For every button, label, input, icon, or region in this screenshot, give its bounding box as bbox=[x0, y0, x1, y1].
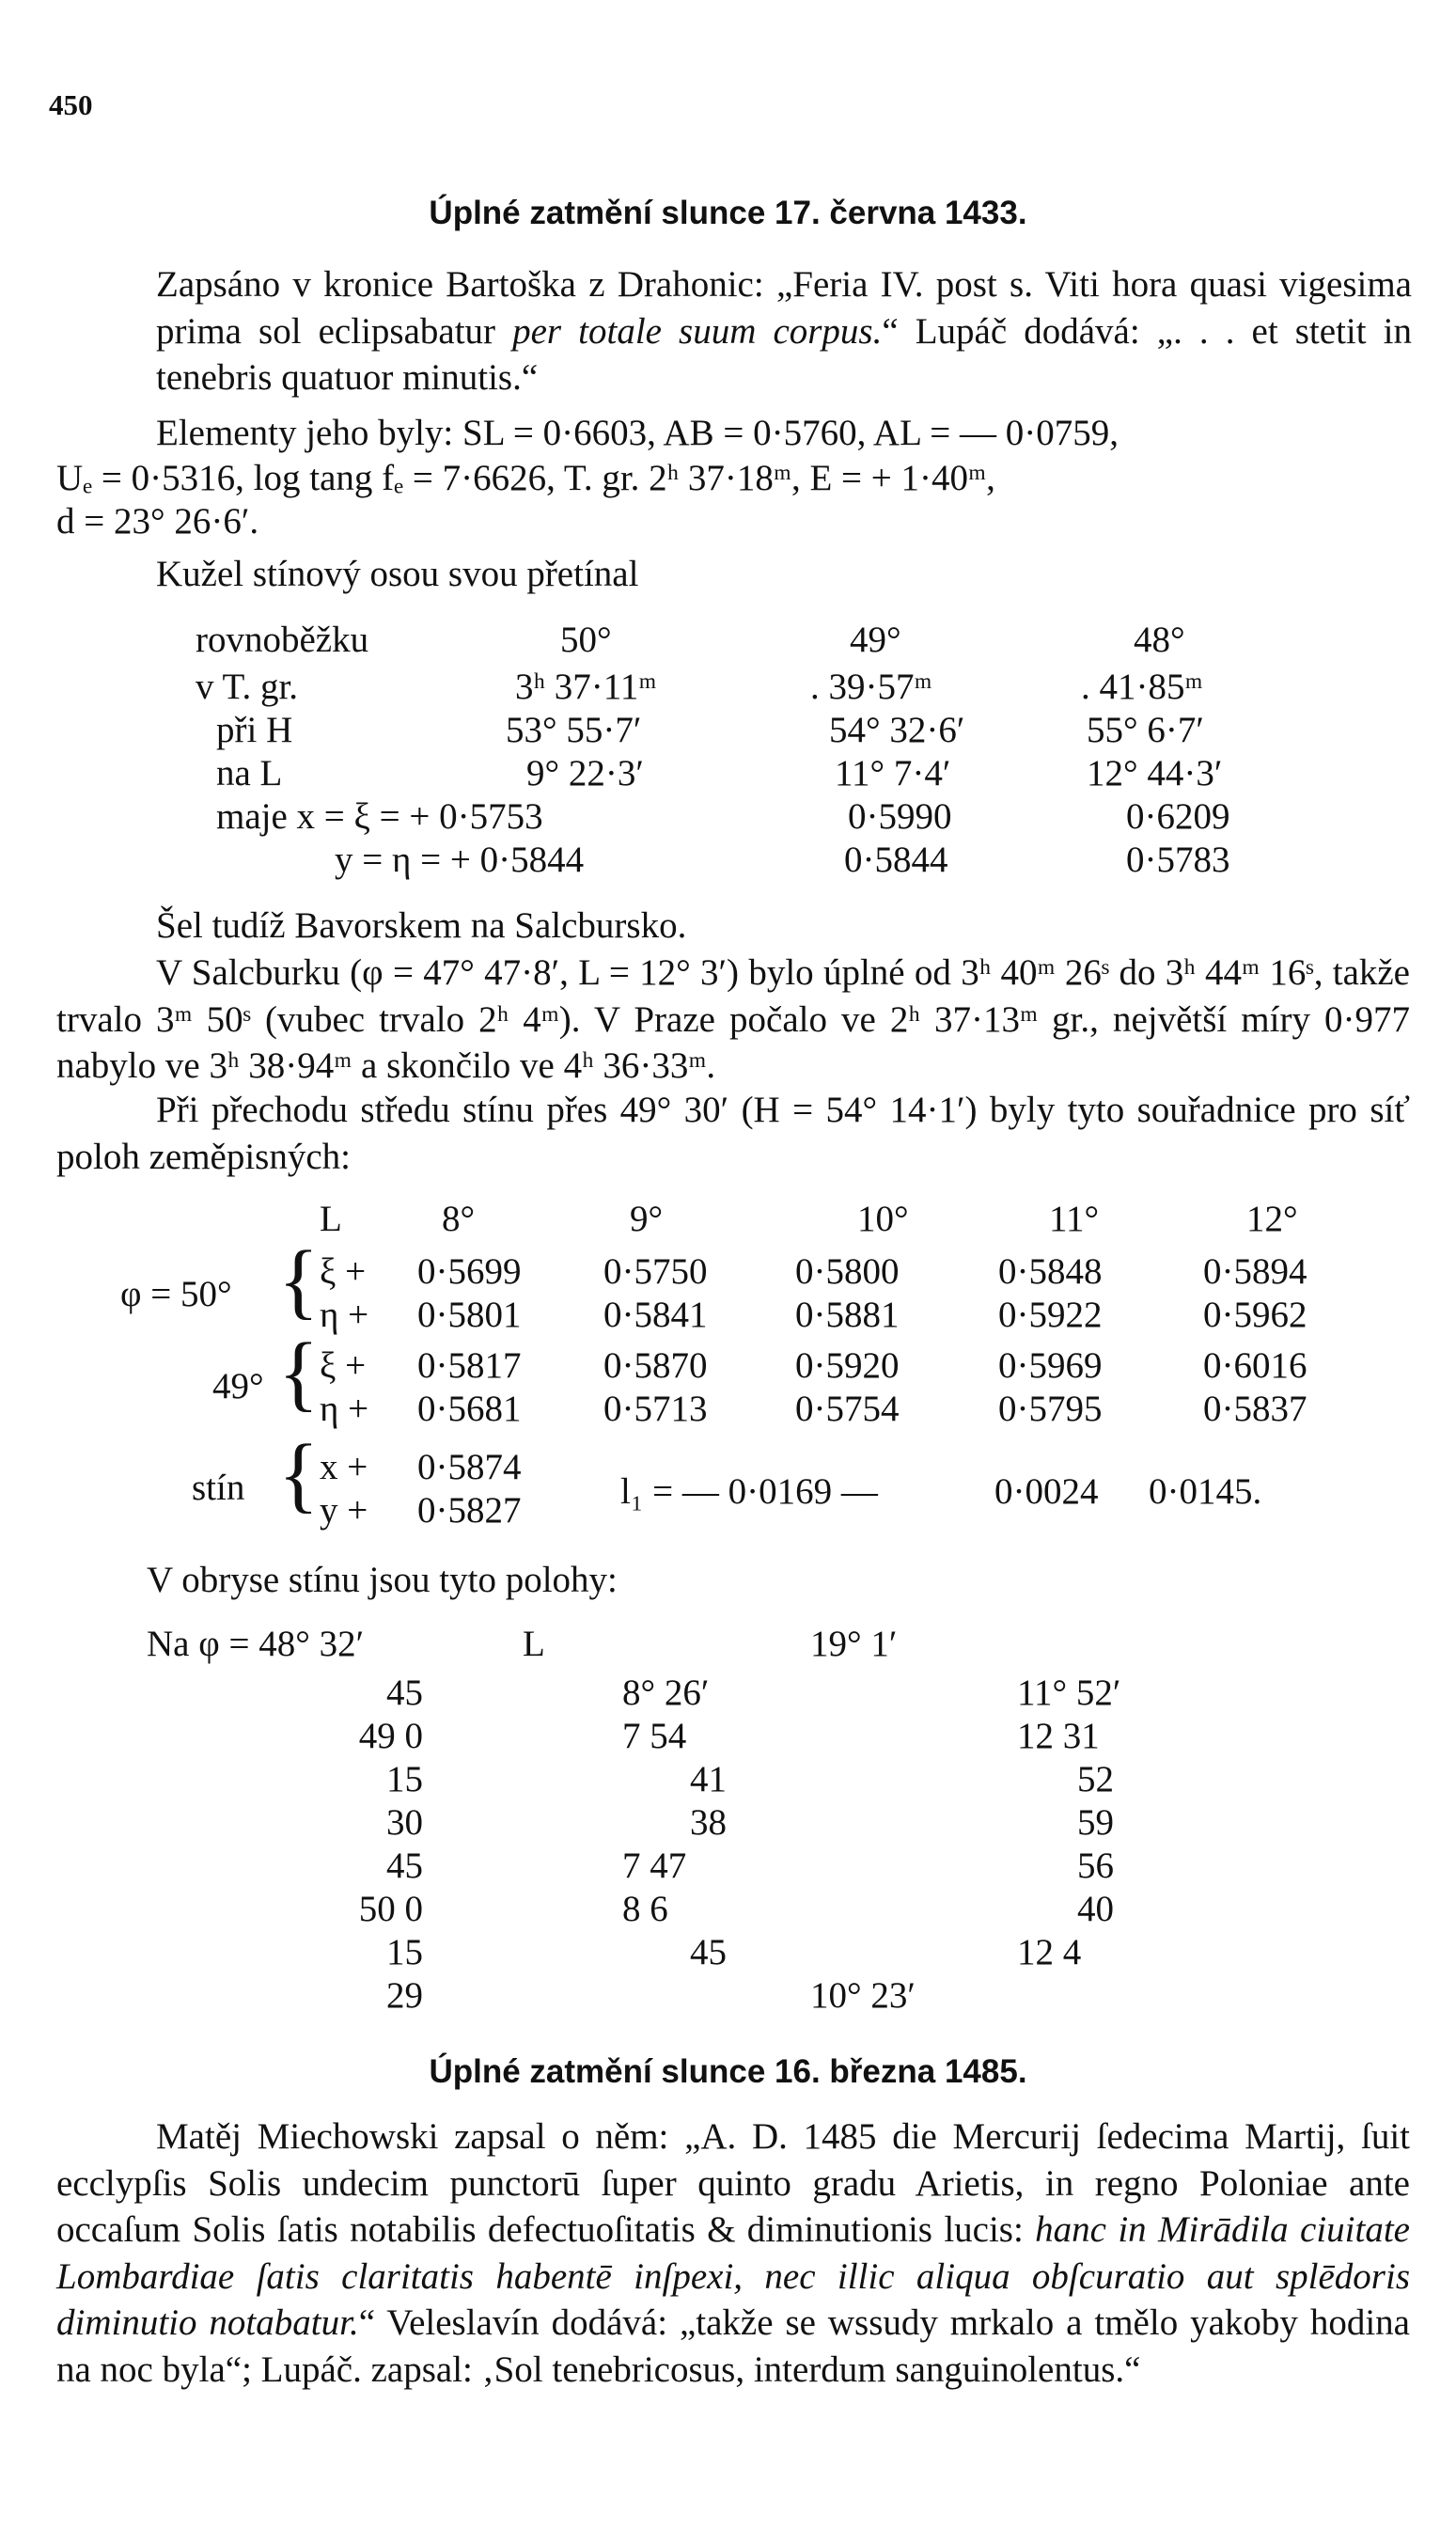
t1-header-2: 49° bbox=[850, 620, 901, 660]
elements-line-2: Uₑ = 0·5316, log tang fₑ = 7·6626, T. gr. 2ʰ 37·18ᵐ, E = + 1·40ᵐ, bbox=[56, 458, 995, 498]
t3-lon: 10° 23′ bbox=[810, 1975, 916, 2016]
t3-lat: 50 0 bbox=[358, 1889, 423, 1929]
t2-cell: 0·5801 bbox=[417, 1295, 522, 1335]
t2-sym: y + bbox=[320, 1490, 368, 1531]
paragraph-chronicle bbox=[156, 261, 1412, 401]
t1-cell: . 41·85ᵐ bbox=[1081, 667, 1203, 707]
t2-cell: 0·5754 bbox=[795, 1389, 900, 1429]
t2-sym: ξ + bbox=[320, 1251, 367, 1292]
t2-cell: 0·5874 bbox=[417, 1447, 522, 1487]
section-heading-1485: Úplné zatmění slunce 16. března 1485. bbox=[429, 2053, 1027, 2090]
t1-cell: 54° 32·6′ bbox=[829, 710, 965, 750]
t3-head-b: L bbox=[523, 1624, 545, 1664]
t3-lon: 56 bbox=[1077, 1846, 1114, 1886]
t3-lat: 29 bbox=[386, 1975, 423, 2016]
elements-line-3: d = 23° 26·6′. bbox=[56, 501, 259, 542]
t1-cell: 9° 22·3′ bbox=[526, 753, 644, 793]
salcburk-text: V Salcburku (φ = 47° 47·8′, L = 12° 3′) bylo úplné od 3ʰ 40ᵐ 26ˢ do 3ʰ 44ᵐ 16ˢ, takže trvalo 3ᵐ 50ˢ (vubec trvalo 2ʰ 4ᵐ). V Praze počalo ve 2ʰ 37·13ᵐ gr., největší míry 0·977 nabylo ve 3ʰ 38·94ᵐ a skončilo ve 4ʰ 36·33ᵐ. bbox=[56, 952, 1410, 1087]
t2-col: 8° bbox=[442, 1199, 476, 1239]
t1-cell: 0·5783 bbox=[1126, 840, 1230, 880]
t3-lat: 45 bbox=[386, 1673, 423, 1713]
t3-head-a: Na φ = 48° 32′ bbox=[147, 1624, 365, 1664]
t1-row-label: při H bbox=[216, 710, 293, 750]
text-span: “ Lupáč dodává: „. . . et stetit in tenebris quatuor minutis.“ bbox=[156, 310, 1412, 399]
t1-header-0: rovnoběžku bbox=[196, 620, 369, 660]
t2-cell: 0·5962 bbox=[1203, 1295, 1307, 1335]
kuzel-line: Kužel stínový osou svou přetínal bbox=[156, 554, 639, 594]
latin-italic-span: hanc in Mirādila ciuitate Lombardiae ſatis claritatis habentē inſpexi, nec illic aliqua obſcuratio aut splēdoris diminutio notabatur. bbox=[56, 2209, 1410, 2344]
t2-l1: l₁ = — 0·0169 — bbox=[620, 1471, 878, 1512]
t3-lat: 15 bbox=[386, 1759, 423, 1799]
t3-lon: 12 4 bbox=[1017, 1932, 1082, 1972]
t2-cell: 0·5870 bbox=[603, 1345, 708, 1386]
t2-cell: 0·5827 bbox=[417, 1490, 522, 1531]
t1-cell: 11° 7·4′ bbox=[835, 753, 951, 793]
t2-phi49: 49° bbox=[212, 1366, 264, 1406]
t2-col: 9° bbox=[630, 1199, 664, 1239]
page-number: 450 bbox=[49, 88, 93, 121]
p2-prechod bbox=[56, 1087, 1410, 1180]
t3-lon: 8° 26′ bbox=[622, 1673, 710, 1713]
t2-cell: 0·5920 bbox=[795, 1345, 900, 1386]
t3-lat: 15 bbox=[386, 1932, 423, 1972]
t2-cell: 0·5969 bbox=[998, 1345, 1103, 1386]
t3-lon: 40 bbox=[1077, 1889, 1114, 1929]
text-span: Zapsáno v kronice Bartoška z Drahonic: „Feria IV. post s. Viti hora quasi vigesima prima sol eclipsabatur bbox=[156, 264, 1412, 352]
brace-icon: { bbox=[278, 1428, 320, 1521]
t1-cell: 53° 55·7′ bbox=[506, 710, 642, 750]
t3-lon: 45 bbox=[690, 1932, 727, 1972]
t2-col: 12° bbox=[1246, 1199, 1298, 1239]
t1-cell: 55° 6·7′ bbox=[1087, 710, 1204, 750]
t2-cell: 0·6016 bbox=[1203, 1345, 1307, 1386]
t1-row-label: na L bbox=[216, 753, 283, 793]
t2-cell: 0·5795 bbox=[998, 1389, 1103, 1429]
t1-cell: . 39·57ᵐ bbox=[810, 667, 932, 707]
t2-cell: 0·5922 bbox=[998, 1295, 1103, 1335]
section-heading-1433: Úplné zatmění slunce 17. června 1433. bbox=[429, 195, 1027, 231]
t3-lat: 30 bbox=[386, 1802, 423, 1843]
t2-sym: x + bbox=[320, 1447, 368, 1487]
t1-row-label: v T. gr. bbox=[196, 667, 299, 707]
t1-row-label: y = η = + 0·5844 bbox=[335, 840, 585, 880]
t2-phi50: φ = 50° bbox=[120, 1274, 232, 1314]
t2-cell: 0·5837 bbox=[1203, 1389, 1307, 1429]
t2-l1c: 0·0145. bbox=[1149, 1471, 1262, 1512]
t2-col: 11° bbox=[1049, 1199, 1100, 1239]
brace-icon: { bbox=[278, 1234, 320, 1327]
t1-cell: 3ʰ 37·11ᵐ bbox=[515, 667, 657, 707]
t2-stin: stín bbox=[192, 1468, 245, 1508]
prechod-text: Při přechodu středu stínu přes 49° 30′ (H = 54° 14·1′) byly tyto souřadnice pro síť poloh zeměpisných: bbox=[56, 1090, 1410, 1177]
t2-l1b: 0·0024 bbox=[994, 1471, 1099, 1512]
t2-col: 10° bbox=[857, 1199, 909, 1239]
t3-lon: 38 bbox=[690, 1802, 727, 1843]
text-span: “ Veleslavín dodává: „takže se wssudy mrkalo a tmělo yakoby hodina na noc byla“; Lupáč. zapsal: ‚Sol tenebricosus, interdum sanguinolentus.“ bbox=[56, 2302, 1410, 2390]
t3-lon: 41 bbox=[690, 1759, 727, 1799]
t2-sym: ξ + bbox=[320, 1345, 367, 1386]
p2-salcburk bbox=[56, 950, 1410, 1090]
t1-cell: 0·6209 bbox=[1126, 796, 1230, 837]
t2-cell: 0·5841 bbox=[603, 1295, 708, 1335]
t2-cell: 0·5817 bbox=[417, 1345, 522, 1386]
paragraph-miechowski bbox=[56, 2113, 1410, 2393]
t3-lon: 7 54 bbox=[622, 1716, 687, 1756]
t3-lon: 7 47 bbox=[622, 1846, 687, 1886]
obrys-line: V obryse stínu jsou tyto polohy: bbox=[147, 1560, 618, 1600]
latin-italic-span: per totale suum corpus. bbox=[512, 310, 883, 352]
t3-lat: 49 0 bbox=[358, 1716, 423, 1756]
elements-line-1: Elementy jeho byly: SL = 0·6603, AB = 0·5760, AL = — 0·0759, bbox=[156, 413, 1119, 453]
t3-lon: 12 31 bbox=[1017, 1716, 1100, 1756]
t2-cell: 0·5681 bbox=[417, 1389, 522, 1429]
t2-col: L bbox=[320, 1199, 342, 1239]
t2-cell: 0·5881 bbox=[795, 1295, 900, 1335]
t2-cell: 0·5894 bbox=[1203, 1251, 1307, 1292]
t1-row-label: maje x = ξ = + 0·5753 bbox=[216, 796, 543, 837]
t1-header-3: 48° bbox=[1134, 620, 1185, 660]
t2-sym: η + bbox=[320, 1295, 369, 1335]
t1-cell: 0·5990 bbox=[848, 796, 952, 837]
t2-cell: 0·5750 bbox=[603, 1251, 708, 1292]
p2-line-1: Šel tudíž Bavorskem na Salcbursko. bbox=[156, 905, 687, 946]
text-span: Matěj Miechowski zapsal o něm: „A. D. 1485 die Mercurij ſedecima Martij, ſuit ecclypſis Solis undecim punctorū ſuper quinto gradu Arietis, in regno Poloniae ante occaſum Solis ſatis notabilis defectuoſitatis & diminutionis lucis: bbox=[56, 2116, 1410, 2251]
t3-lon: 59 bbox=[1077, 1802, 1114, 1843]
t3-lon: 11° 52′ bbox=[1017, 1673, 1121, 1713]
t1-cell: 12° 44·3′ bbox=[1087, 753, 1223, 793]
t2-cell: 0·5800 bbox=[795, 1251, 900, 1292]
t2-cell: 0·5713 bbox=[603, 1389, 708, 1429]
t3-lon: 52 bbox=[1077, 1759, 1114, 1799]
t1-header-1: 50° bbox=[560, 620, 612, 660]
t3-lat: 45 bbox=[386, 1846, 423, 1886]
t2-cell: 0·5848 bbox=[998, 1251, 1103, 1292]
t2-sym: η + bbox=[320, 1389, 369, 1429]
t3-head-c: 19° 1′ bbox=[810, 1624, 898, 1664]
t1-cell: 0·5844 bbox=[844, 840, 948, 880]
t3-lon: 8 6 bbox=[622, 1889, 668, 1929]
t2-cell: 0·5699 bbox=[417, 1251, 522, 1292]
brace-icon: { bbox=[278, 1327, 320, 1420]
